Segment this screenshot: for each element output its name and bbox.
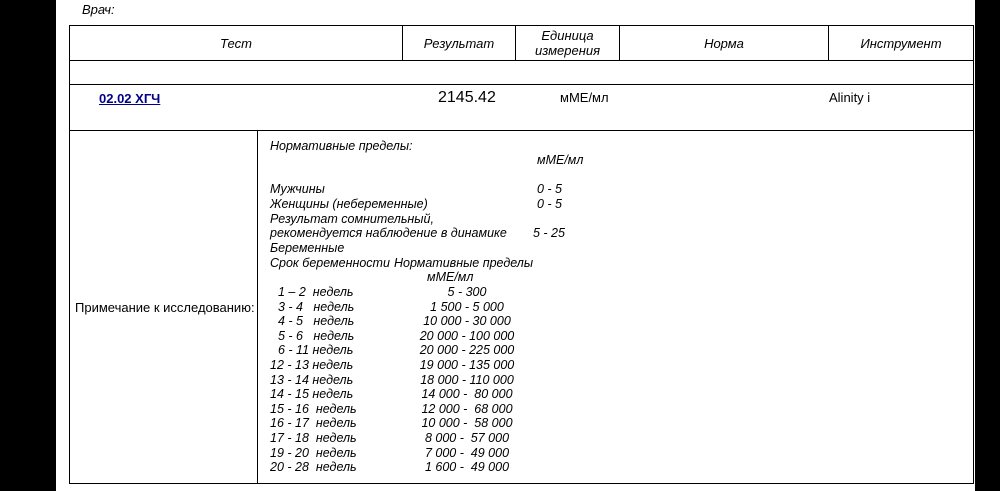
result-value: 2145.42 — [438, 89, 496, 106]
week-range: 18 000 - 110 000 — [420, 372, 514, 387]
week-range: 7 000 - 49 000 — [424, 445, 510, 460]
women-range: 0 - 5 — [537, 197, 563, 211]
week-term: 20 - 28 недель — [270, 460, 357, 475]
doubtful-range: 5 - 25 — [533, 226, 565, 240]
table-top-border — [69, 25, 974, 26]
week-range: 20 000 - 100 000 — [419, 328, 515, 343]
week-range: 19 000 - 135 000 — [419, 358, 515, 372]
note-unit: мМЕ/мл — [537, 153, 584, 167]
week-range: 12 000 - 68 000 — [421, 401, 513, 416]
col-header-result: Результат — [423, 36, 495, 51]
header-bottom-border — [69, 60, 974, 61]
col-header-instrument: Инструмент — [860, 36, 942, 51]
week-range: 14 000 - 80 000 — [421, 387, 513, 402]
note-label: Примечание к исследованию: — [75, 300, 255, 315]
instrument-name: Alinity i — [829, 90, 871, 105]
week-term: 13 - 14 недель — [270, 372, 354, 387]
col-header-norm: Норма — [704, 36, 744, 51]
week-range: 5 - 300 — [447, 285, 487, 299]
result-unit: мМЕ/мл — [560, 90, 609, 105]
term-header: Срок беременности — [270, 256, 390, 270]
doctor-label: Врач: — [82, 2, 115, 17]
week-term: 15 - 16 недель — [270, 401, 357, 416]
col-header-test: Тест — [220, 36, 252, 51]
pregnant-label: Беременные — [270, 241, 345, 255]
table-left-border — [69, 25, 70, 484]
col-header-unit-line2: измерения — [534, 43, 601, 58]
men-range: 0 - 5 — [537, 182, 563, 196]
women-label: Женщины (небеременные) — [270, 197, 428, 211]
col-header-unit-line1: Единица — [541, 28, 594, 43]
result-row-border — [69, 130, 974, 131]
week-term: 17 - 18 недель — [270, 431, 357, 445]
table-bottom-border — [69, 483, 974, 484]
week-term: 1 – 2 недель — [278, 285, 354, 299]
week-term: 3 - 4 недель — [278, 299, 355, 314]
week-range: 10 000 - 30 000 — [423, 314, 511, 329]
week-term: 12 - 13 недель — [270, 358, 354, 372]
limits-unit: мМЕ/мл — [427, 270, 474, 284]
week-range: 1 600 - 49 000 — [424, 460, 510, 475]
spacer-row-border — [69, 84, 974, 85]
men-label: Мужчины — [270, 182, 325, 196]
week-range: 1 500 - 5 000 — [430, 299, 504, 314]
week-range: 8 000 - 57 000 — [424, 431, 510, 445]
col-header-unit — [516, 28, 619, 58]
week-term: 14 - 15 недель — [270, 387, 354, 402]
doubtful-line2: рекомендуется наблюдение в динамике — [270, 226, 507, 240]
week-term: 16 - 17 недель — [270, 416, 357, 431]
week-term: 5 - 6 недель — [278, 328, 355, 343]
limits-header: Нормативные пределы — [394, 256, 534, 270]
week-range: 20 000 - 225 000 — [419, 343, 515, 358]
table-right-border — [973, 25, 974, 484]
week-term: 6 - 11 недель — [278, 343, 354, 358]
week-term: 19 - 20 недель — [270, 445, 357, 460]
doubtful-line1: Результат сомнительный, — [270, 212, 434, 226]
week-range: 10 000 - 58 000 — [421, 416, 513, 431]
test-name-link[interactable]: 02.02 ХГЧ — [99, 91, 161, 106]
lab-report-page — [56, 0, 975, 491]
note-title: Нормативные пределы: — [270, 139, 413, 153]
note-label-divider — [257, 130, 258, 484]
week-term: 4 - 5 недель — [278, 314, 355, 329]
